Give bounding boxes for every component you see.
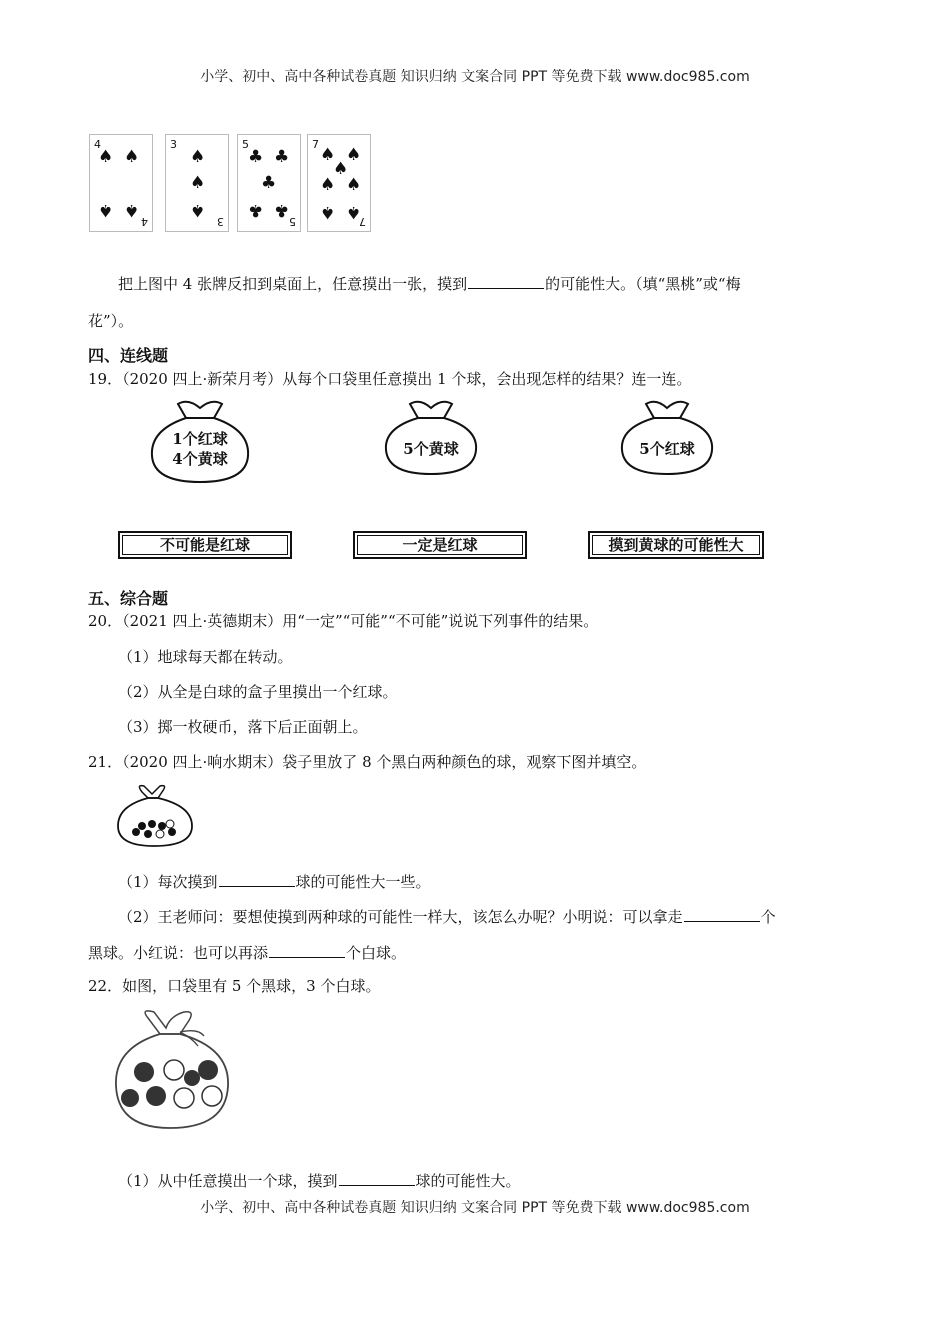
card-rank-bottom: 3 — [217, 215, 224, 228]
bag-label: 5个红球 — [639, 440, 695, 458]
bag-label: 1个红球 — [172, 430, 228, 448]
spade-icon: ♠ — [346, 175, 362, 195]
q19-question: 19．（2020 四上·新荣月考）从每个口袋里任意摸出 1 个球，会出现怎样的结果？连一连。 — [88, 370, 692, 388]
q21-item-1 — [118, 870, 431, 892]
bag-5-black-3-white — [108, 1008, 238, 1134]
playing-card-7-spades — [307, 134, 371, 232]
q20-item-1: （1）地球每天都在转动。 — [118, 648, 293, 666]
spade-icon: ♠ — [190, 200, 206, 220]
playing-card-3-spades — [165, 134, 229, 232]
answer-blank[interactable] — [684, 905, 760, 922]
card-rank: 5 — [242, 138, 249, 151]
q18-line1 — [118, 272, 741, 294]
playing-card-4-spades — [89, 134, 153, 232]
club-icon: ♣ — [248, 147, 264, 167]
bag-label: 5个黄球 — [403, 440, 459, 458]
q21-item1-text-a: （1）每次摸到 — [118, 873, 218, 891]
result-box-certain-red[interactable]: 一定是红球 — [353, 531, 527, 559]
q21-item2-text-c: 黑球。小红说：也可以再添 — [88, 944, 269, 962]
playing-card-5-clubs — [237, 134, 301, 232]
bag-black-white-balls — [112, 782, 198, 852]
card-rank-bottom: 4 — [141, 215, 148, 228]
page-footer: 小学、初中、高中各种试卷真题 知识归纳 文案合同 PPT 等免费下载 www.doc985.com — [200, 1200, 750, 1216]
q20-item-3: （3）掷一枚硬币，落下后正面朝上。 — [118, 718, 368, 736]
page-header: 小学、初中、高中各种试卷真题 知识归纳 文案合同 PPT 等免费下载 www.doc985.com — [200, 69, 750, 85]
card-rank: 3 — [170, 138, 177, 151]
q18-line2: 花”）。 — [88, 312, 134, 330]
spade-icon: ♠ — [124, 200, 140, 220]
answer-blank[interactable] — [269, 941, 345, 958]
club-icon: ♣ — [248, 200, 264, 220]
card-rank: 7 — [312, 138, 319, 151]
answer-blank[interactable] — [339, 1169, 415, 1186]
q21-item-2-cont — [88, 941, 406, 963]
q21-item2-text-a: （2）王老师问：要想使摸到两种球的可能性一样大，该怎么办呢？小明说：可以拿走 — [118, 908, 683, 926]
q18-text-b: 的可能性大。（填“黑桃”或“梅 — [545, 275, 741, 293]
spade-icon: ♠ — [190, 173, 206, 193]
q22-question: 22．如图，口袋里有 5 个黑球，3 个白球。 — [88, 977, 381, 995]
q21-item1-text-b: 球的可能性大一些。 — [295, 873, 431, 891]
section-title: 四、连线题 — [88, 346, 169, 365]
spade-icon: ♠ — [124, 147, 140, 167]
q22-item-1 — [118, 1169, 521, 1191]
spade-icon: ♠ — [346, 145, 362, 165]
club-icon: ♣ — [274, 147, 290, 167]
bag-3-illustration — [612, 398, 722, 478]
q21-item-2 — [118, 905, 776, 927]
bag-label: 4个黄球 — [172, 450, 228, 468]
result-box-likely-yellow[interactable]: 摸到黄球的可能性大 — [588, 531, 764, 559]
spade-icon: ♠ — [320, 202, 336, 222]
q21-item2-text-b: 个 — [760, 908, 776, 926]
spade-icon: ♠ — [98, 200, 114, 220]
bag-2-illustration — [376, 398, 486, 478]
q21-question: 21．（2020 四上·响水期末）袋子里放了 8 个黑白两种颜色的球，观察下图并填空。 — [88, 753, 647, 771]
bag-1-illustration — [140, 398, 260, 488]
q20-question: 20．（2021 四上·英德期末）用“一定”“可能”“不可能”说说下列事件的结果。 — [88, 612, 599, 630]
q21-item2-text-d: 个白球。 — [346, 944, 407, 962]
q20-item-2: （2）从全是白球的盒子里摸出一个红球。 — [118, 683, 398, 701]
card-rank: 4 — [94, 138, 101, 151]
section-title: 五、综合题 — [88, 589, 169, 608]
q18-text-a: 把上图中 4 张牌反扣到桌面上，任意摸出一张，摸到 — [118, 275, 468, 293]
spade-icon: ♠ — [190, 147, 206, 167]
club-icon: ♣ — [261, 173, 277, 193]
card-rank-bottom: 5 — [289, 215, 296, 228]
spade-icon: ♠ — [98, 147, 114, 167]
spade-icon: ♠ — [333, 159, 349, 179]
q22-item1-text-a: （1）从中任意摸出一个球，摸到 — [118, 1172, 338, 1190]
spade-icon: ♠ — [320, 145, 336, 165]
spade-icon: ♠ — [346, 202, 362, 222]
q22-item1-text-b: 球的可能性大。 — [415, 1172, 521, 1190]
answer-blank[interactable] — [468, 272, 544, 289]
spade-icon: ♠ — [320, 175, 336, 195]
result-box-impossible-red[interactable]: 不可能是红球 — [118, 531, 292, 559]
club-icon: ♣ — [274, 200, 290, 220]
card-rank-bottom: 7 — [359, 215, 366, 228]
answer-blank[interactable] — [219, 870, 295, 887]
